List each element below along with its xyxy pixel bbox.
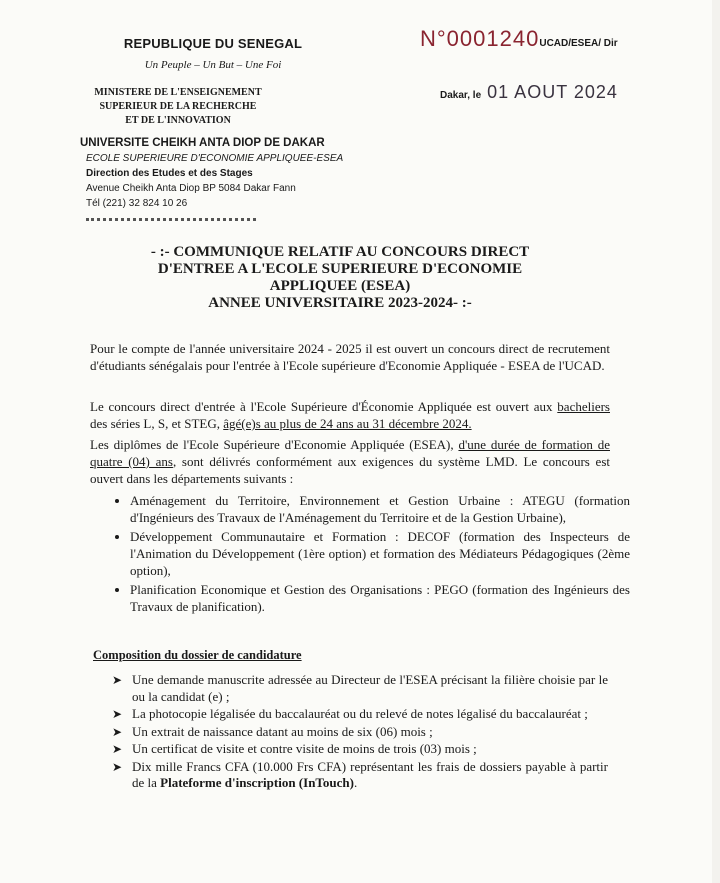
divider xyxy=(86,218,256,221)
school-name: ECOLE SUPERIEURE D'ECONOMIE APPLIQUEE-ESEA xyxy=(86,153,344,164)
arrow-icon: ➤ xyxy=(112,707,123,721)
page-title xyxy=(100,244,580,312)
reference-number xyxy=(420,26,618,52)
eligibility-age: âgé(e)s au plus de 24 ans au 31 décembre 2024. xyxy=(223,416,472,431)
eligibility-series: des séries L, S, et STEG, xyxy=(90,416,224,431)
diploma-text: Les diplômes de l'Ecole Supérieure d'Economie Appliquée (ESEA), xyxy=(90,437,459,452)
intro-paragraph: Pour le compte de l'année universitaire 2024 - 2025 il est ouvert un concours direct de recrutement d'étudiants sénégalais pour l'entrée à l'Ecole supérieure d'Economie Appliquée - ESEA de l'UCAD. xyxy=(90,341,610,373)
arrow-icon: ➤ xyxy=(112,742,123,756)
dossier-heading: Composition du dossier de candidature xyxy=(93,648,302,662)
eligibility-text: Le concours direct d'entrée à l'Ecole Supérieure d'Économie Appliquée est ouvert aux xyxy=(90,399,558,414)
ministry-line-2: SUPERIEUR DE LA RECHERCHE xyxy=(99,101,257,112)
list-item xyxy=(110,672,608,705)
diploma-paragraph xyxy=(90,436,610,487)
date-value: 01 AOUT 2024 xyxy=(487,82,618,102)
list-item: • Planification Economique et Gestion des Organisations : PEGO (formation des Ingénieurs des Travaux de planification). xyxy=(130,581,630,615)
ministry-line-3: ET DE L'INNOVATION xyxy=(125,115,231,126)
dossier-item-text: Une demande manuscrite adressée au Directeur de l'ESEA précisant la filière choisie par le ou la candidat (e) ; xyxy=(132,672,608,704)
list-item: • Développement Communautaire et Formation : DECOF (formation des Inspecteurs de l'Animation du Développement (1ère option) et formation des Médiateurs Pédagogiques (2ème option), xyxy=(130,528,630,579)
ministry-name xyxy=(88,86,268,128)
platform-name: Plateforme d'inscription (InTouch) xyxy=(160,775,354,790)
date-stamp xyxy=(440,82,618,103)
dossier-item-text: Un extrait de naissance datant au moins de six (06) mois ; xyxy=(132,723,433,739)
diploma-duration: d'une durée de formation de quatre (04) ans xyxy=(90,437,610,469)
list-item xyxy=(110,759,608,792)
title-line-4: ANNEE UNIVERSITAIRE 2023-2024- :- xyxy=(208,295,472,311)
letterhead xyxy=(78,36,348,71)
dossier-item-text: Un certificat de visite et contre visite de moins de trois (03) mois ; xyxy=(132,741,477,756)
eligibility-paragraph xyxy=(90,398,610,432)
direction-name: Direction des Etudes et des Stages xyxy=(86,168,253,179)
title-line-3: APPLIQUEE (ESEA) xyxy=(269,278,411,294)
list-item xyxy=(110,741,608,758)
address: Avenue Cheikh Anta Diop BP 5084 Dakar Fann xyxy=(86,183,296,194)
eligibility-bacheliers: bacheliers xyxy=(557,399,610,414)
dossier-item-text: La photocopie légalisée du baccalauréat ou du relevé de notes légalisé du baccalauréat ; xyxy=(132,706,588,721)
ministry-line-1: MINISTERE DE L'ENSEIGNEMENT xyxy=(94,87,262,98)
phone: Tél (221) 32 824 10 26 xyxy=(86,198,188,209)
republic-name: REPUBLIQUE DU SENEGAL xyxy=(123,36,303,51)
dossier-item-text: Dix mille Francs CFA (10.000 Frs CFA) représentant les frais de dossiers payable à partir de la xyxy=(132,758,608,790)
reference-no: N°0001240 xyxy=(420,26,540,51)
university-name: UNIVERSITE CHEIKH ANTA DIOP DE DAKAR xyxy=(80,137,325,149)
arrow-icon: ➤ xyxy=(112,673,123,687)
diploma-text-end: , sont délivrés conformément aux exigences du système LMD. Le concours est ouvert dans les départements suivants : xyxy=(90,454,610,486)
dossier-list xyxy=(110,672,608,793)
reference-code: UCAD/ESEA/ Dir xyxy=(539,38,618,49)
list-item: • Aménagement du Territoire, Environnement et Gestion Urbaine : ATEGU (formation d'Ingénieurs des Travaux de l'Aménagement du Territoire et de la Gestion Urbaine), xyxy=(130,492,630,526)
title-line-2: D'ENTREE A L'ECOLE SUPERIEURE D'ECONOMIE xyxy=(157,261,523,277)
department-list xyxy=(108,492,630,617)
title-line-1: - :- COMMUNIQUE RELATIF AU CONCOURS DIRECT xyxy=(150,244,530,260)
list-item xyxy=(110,724,608,741)
arrow-icon: ➤ xyxy=(112,759,123,774)
arrow-icon: ➤ xyxy=(112,724,123,739)
date-label: Dakar, le xyxy=(440,90,482,101)
dossier-item-end: . xyxy=(353,775,358,790)
list-item xyxy=(110,706,608,723)
national-motto: Un Peuple – Un But – Une Foi xyxy=(144,59,282,71)
